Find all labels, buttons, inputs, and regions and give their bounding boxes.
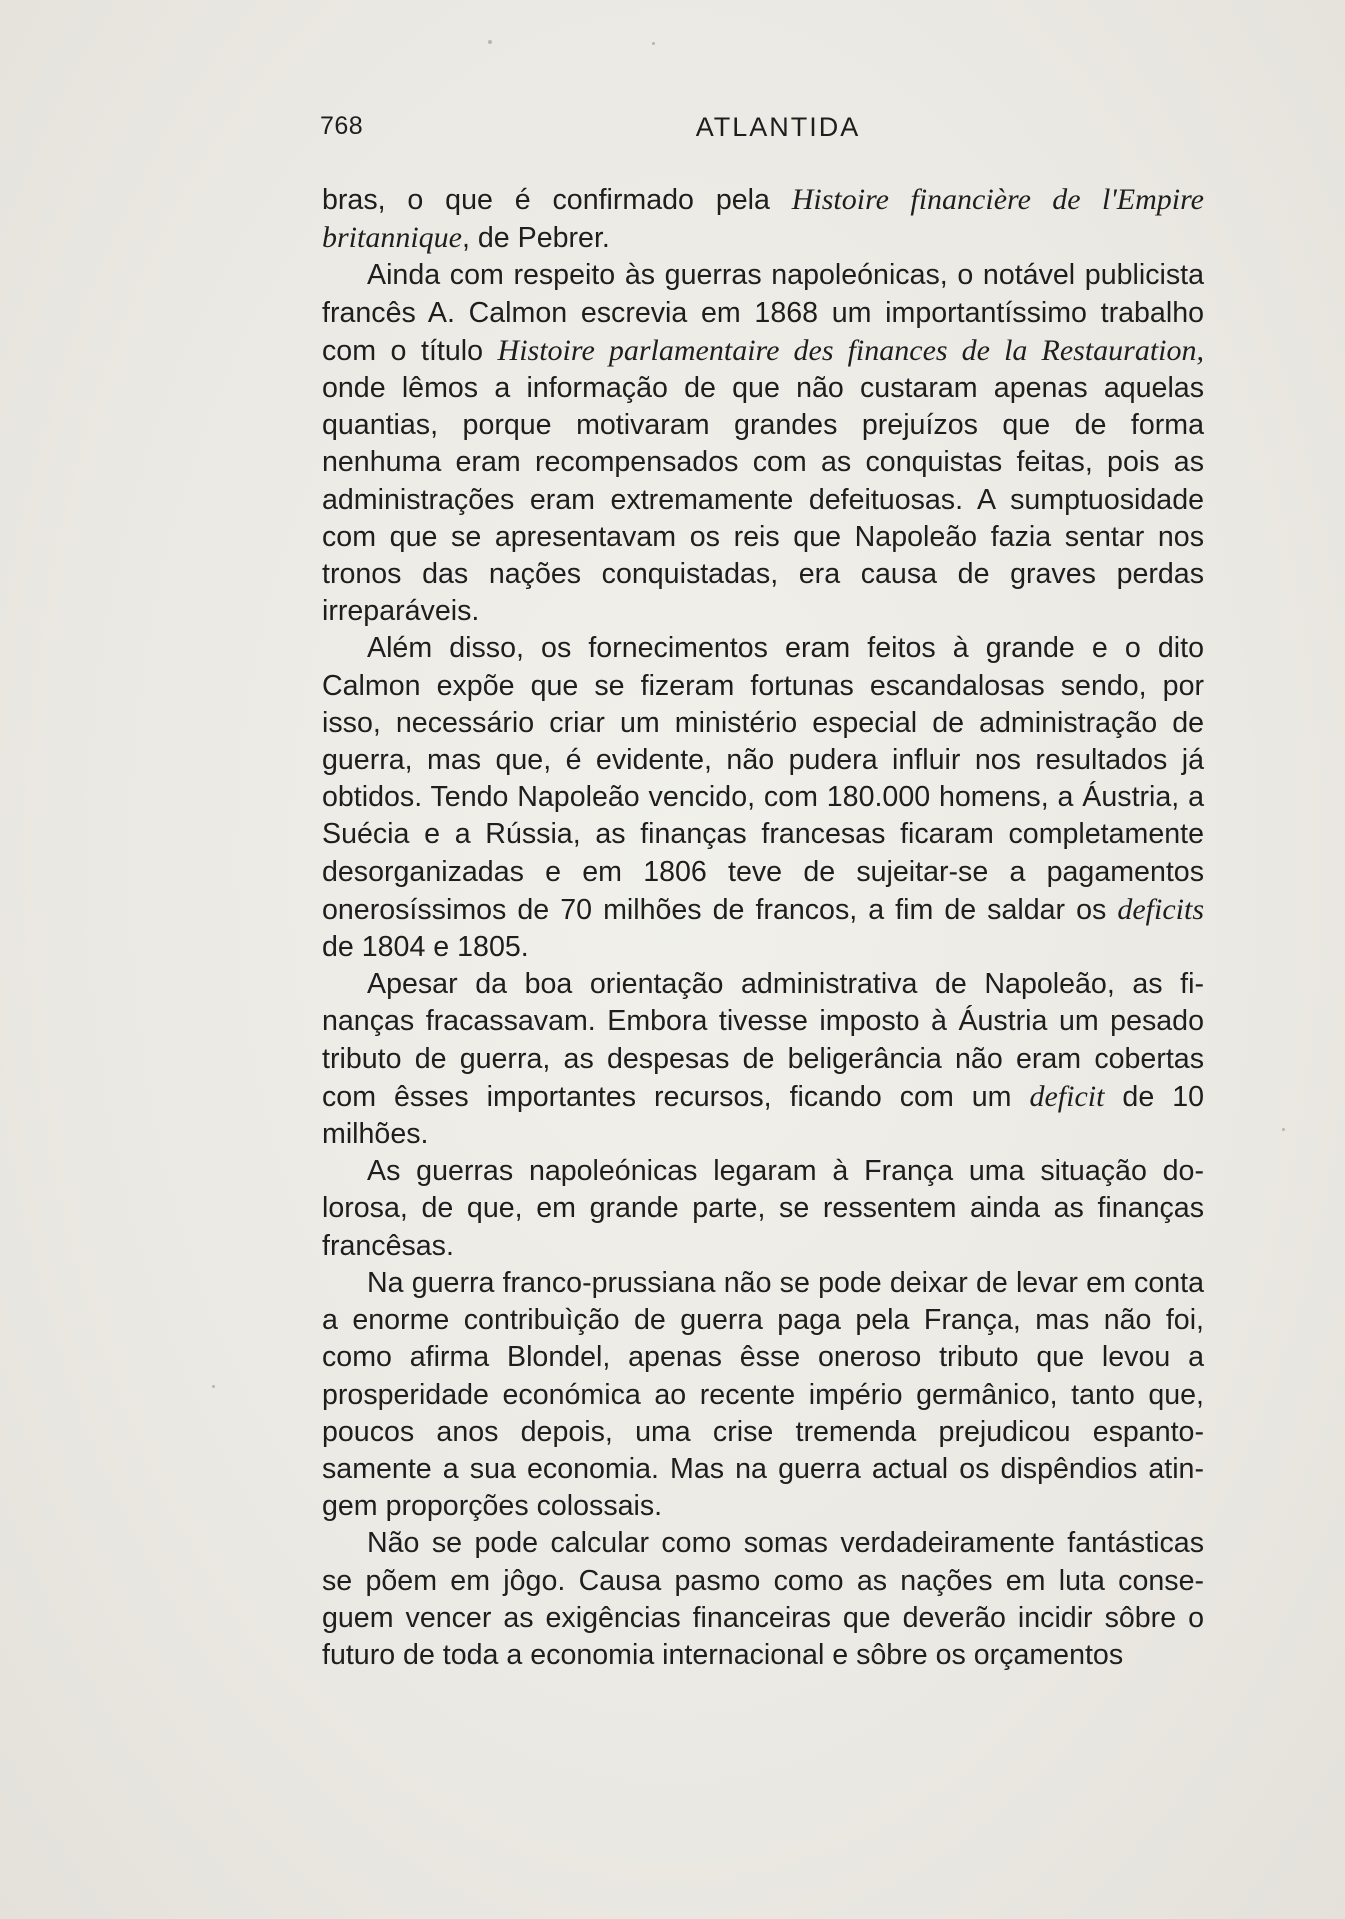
text-run: , de Pebrer. bbox=[462, 222, 610, 255]
text-run: Não se pode calcular como somas verdadeiramente fantásticas se põem em jôgo. Causa pasmo como as nações em luta conseguem vencer as exigências financeiras que deverão incidir sôbre o futuro de toda a economia internacional e sôbre os orçamentos bbox=[322, 1527, 1204, 1671]
paragraph bbox=[322, 630, 1204, 966]
paper-speck bbox=[652, 42, 655, 45]
italic-text: Histoire parlamentaire des finances de la Restauration, bbox=[497, 333, 1205, 367]
text-run: de 1804 e 1805. bbox=[322, 931, 529, 964]
paragraph bbox=[322, 257, 1204, 630]
paragraph bbox=[322, 181, 1204, 257]
text-run: Além disso, os fornecimentos eram feitos à grande e o dito Calmon expõe que se fizeram fortunas escandalosas sendo, por isso, necessário criar um ministério especial de administração de guerra, mas que, é evidente, não pudera influir nos resultados já obtidos. Tendo Napoleão vencido, com 180.000 homens, a Áustria, a Suécia e a Rússia, as finanças francesas ficaram completamente desorganizadas e em 1806 teve de sujeitar-se a pagamentos onerosíssimos de 70 milhões de francos, a fim de saldar os bbox=[322, 632, 1204, 926]
page-header bbox=[320, 112, 1200, 152]
paragraph bbox=[322, 966, 1204, 1153]
body-text bbox=[322, 181, 1204, 1674]
text-run: Apesar da boa orientação administrativa de Napoleão, as finanças fracassavam. Embora tivesse imposto à Áustria um pesado tributo de guerra, as despesas de beligerância não eram cobertas com êsses importantes recursos, ficando com um bbox=[322, 968, 1204, 1113]
page-number: 768 bbox=[320, 112, 364, 140]
italic-text: deficit bbox=[1029, 1079, 1105, 1113]
paper-speck bbox=[488, 40, 492, 44]
text-run: Ainda com respeito às guerras napoleónicas, o notável publicista francês A. Calmon escrevia em 1868 um importantíssimo trabalho com o título bbox=[322, 259, 1204, 367]
paragraph bbox=[322, 1525, 1204, 1674]
paragraph bbox=[322, 1153, 1204, 1265]
paper-speck bbox=[1282, 1128, 1285, 1131]
italic-text: deficits bbox=[1117, 892, 1204, 926]
text-run: Na guerra franco-prussiana não se pode deixar de levar em conta a enorme contribuìção de guerra paga pela França, mas não foi, como afirma Blondel, apenas êsse oneroso tributo que levou a prosperidade económica ao recente império germânico, tanto que, poucos anos depois, uma crise tremenda prejudicou espantosamente a sua economia. Mas na guerra actual os dispêndios atingem proporções colossais. bbox=[322, 1266, 1204, 1523]
text-run: de 10 milhões. bbox=[322, 1080, 1204, 1151]
paper-speck bbox=[212, 1385, 215, 1388]
text-run: onde lêmos a informação de que não custaram apenas aquelas quantias, porque motivaram grandes prejuízos que de forma nenhuma eram recompensados com as conquistas feitas, pois as administrações eram extremamente defeituosas. A sumptuosidade com que se apresentavam os reis que Napoleão fazia sentar nos tronos das nações conquistadas, era causa de graves perdas irreparáveis. bbox=[322, 372, 1204, 628]
italic-text: Histoire financière de l'Empire britannique bbox=[322, 183, 1204, 255]
running-title: ATLANTIDA bbox=[695, 112, 861, 142]
text-run: bras, o que é confirmado pela bbox=[322, 184, 792, 216]
paragraph bbox=[322, 1265, 1204, 1525]
text-run: As guerras napoleónicas legaram à França uma situação dolorosa, de que, em grande parte, se ressentem ainda as finanças francêsas. bbox=[322, 1155, 1204, 1262]
